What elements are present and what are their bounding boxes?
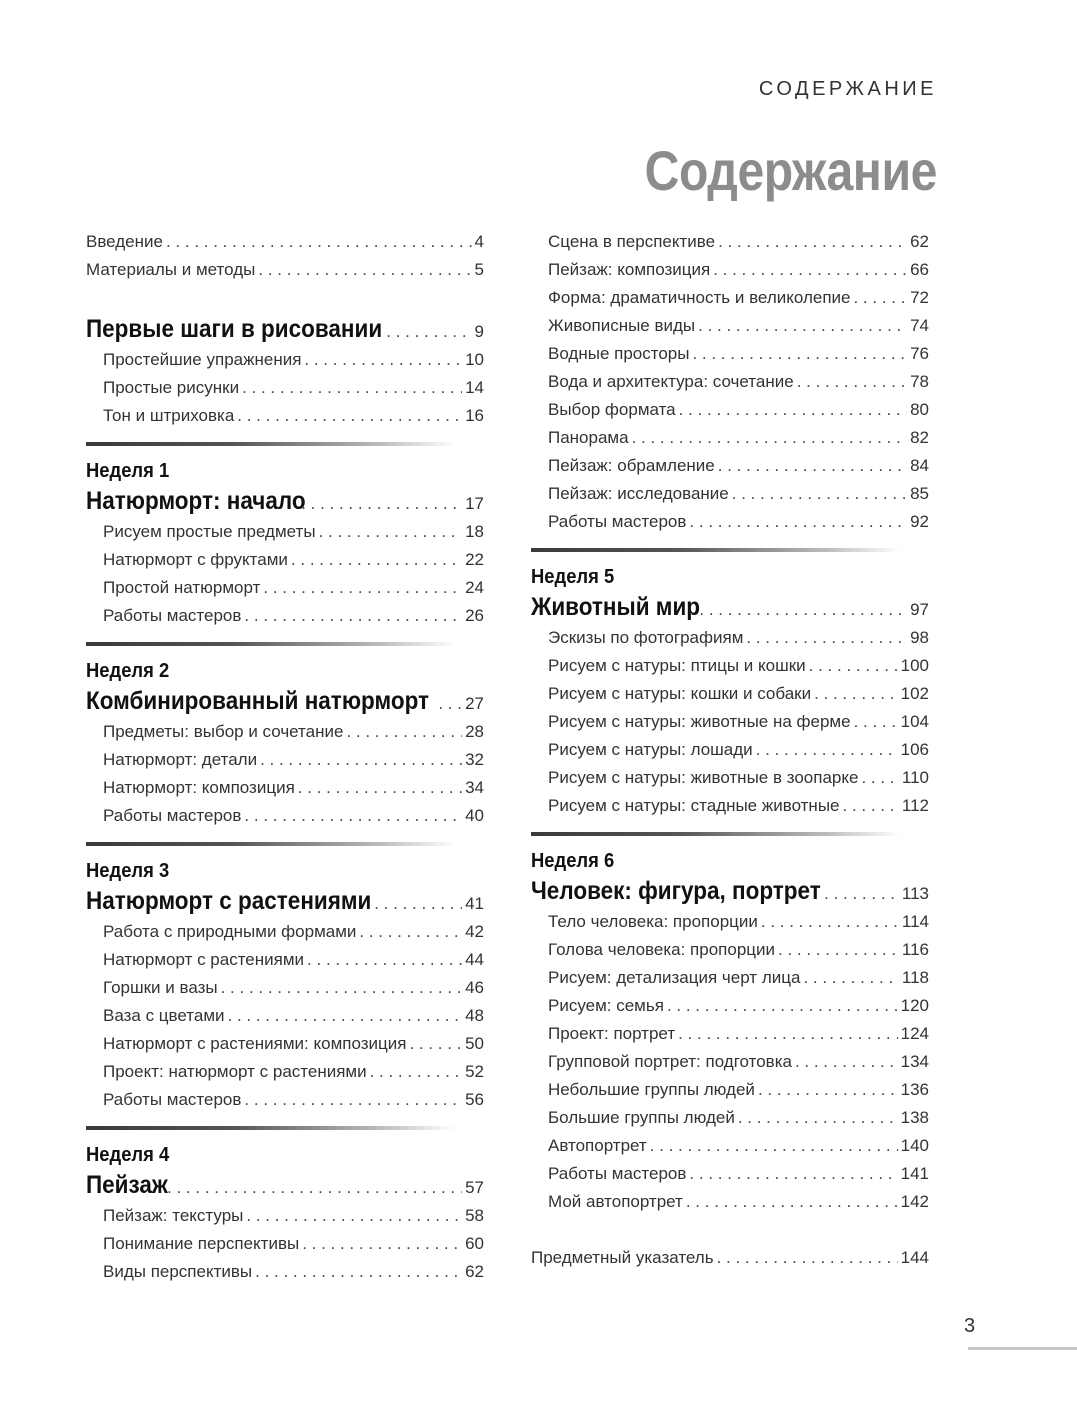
toc-entry[interactable]: Автопортрет . . . 140 bbox=[531, 1132, 929, 1160]
toc-entry[interactable]: Виды перспективы . . . 62 bbox=[86, 1258, 484, 1286]
week-label: Неделя 4 bbox=[86, 1144, 170, 1166]
toc-entry[interactable]: Пейзаж: исследование . . . 85 bbox=[531, 480, 929, 508]
section-divider bbox=[86, 642, 456, 646]
toc-entry[interactable]: Работа с природными формами . . . 42 bbox=[86, 918, 484, 946]
toc-entry[interactable]: Сцена в перспективе . . . 62 bbox=[531, 228, 929, 256]
week-label: Неделя 3 bbox=[86, 860, 170, 882]
toc-entry[interactable]: Введение . . . 4 bbox=[86, 228, 484, 256]
week-label: Неделя 2 bbox=[86, 660, 170, 682]
toc-entry[interactable]: Работы мастеров . . . 40 bbox=[86, 802, 484, 830]
toc-entry[interactable]: Простые рисунки . . . 14 bbox=[86, 374, 484, 402]
toc-entry[interactable]: Эскизы по фотографиям . . . 98 bbox=[531, 624, 929, 652]
toc-entry[interactable]: Рисуем с натуры: животные на ферме . . . 104 bbox=[531, 708, 929, 736]
toc-entry[interactable]: Форма: драматичность и великолепие . . . 72 bbox=[531, 284, 929, 312]
toc-entry[interactable]: Рисуем с натуры: стадные животные . . . 112 bbox=[531, 792, 929, 820]
toc-section-heading[interactable]: Человек: фигура, портрет . . . 113 bbox=[531, 874, 929, 908]
toc-entry[interactable]: Понимание перспективы . . . 60 bbox=[86, 1230, 484, 1258]
toc-entry[interactable]: Натюрморт с растениями . . . 44 bbox=[86, 946, 484, 974]
week-label: Неделя 1 bbox=[86, 460, 170, 482]
toc-entry[interactable]: Рисуем с натуры: животные в зоопарке . . . 110 bbox=[531, 764, 929, 792]
toc-entry[interactable]: Рисуем с натуры: птицы и кошки . . . 100 bbox=[531, 652, 929, 680]
toc-entry[interactable]: Выбор формата . . . 80 bbox=[531, 396, 929, 424]
page-title: Содержание bbox=[644, 139, 937, 202]
week-label: Неделя 6 bbox=[531, 850, 615, 872]
toc-entry[interactable]: Рисуем простые предметы . . . 18 bbox=[86, 518, 484, 546]
toc-entry[interactable]: Простейшие упражнения . . . 10 bbox=[86, 346, 484, 374]
toc-entry[interactable]: Рисуем: семья . . . 120 bbox=[531, 992, 929, 1020]
running-head: СОДЕРЖАНИЕ bbox=[758, 78, 937, 100]
toc-entry[interactable]: Горшки и вазы . . . 46 bbox=[86, 974, 484, 1002]
toc-entry[interactable]: Работы мастеров . . . 141 bbox=[531, 1160, 929, 1188]
toc-entry[interactable]: Голова человека: пропорции . . . 116 bbox=[531, 936, 929, 964]
toc-section-heading[interactable]: Натюрморт с растениями . . . 41 bbox=[86, 884, 484, 918]
toc-right-column bbox=[531, 228, 929, 1272]
toc-entry[interactable]: Работы мастеров . . . 92 bbox=[531, 508, 929, 536]
toc-entry[interactable]: Проект: портрет . . . 124 bbox=[531, 1020, 929, 1048]
toc-entry[interactable]: Ваза с цветами . . . 48 bbox=[86, 1002, 484, 1030]
toc-entry[interactable]: Простой натюрморт . . . 24 bbox=[86, 574, 484, 602]
toc-entry[interactable]: Рисуем: детализация черт лица . . . 118 bbox=[531, 964, 929, 992]
toc-entry-index[interactable]: Предметный указатель . . . 144 bbox=[531, 1244, 929, 1272]
section-divider bbox=[86, 1126, 456, 1130]
section-divider bbox=[86, 842, 456, 846]
toc-entry[interactable]: Тело человека: пропорции . . . 114 bbox=[531, 908, 929, 936]
toc-section-heading[interactable]: Натюрморт: начало . . . 17 bbox=[86, 484, 484, 518]
toc-entry[interactable]: Большие группы людей . . . 138 bbox=[531, 1104, 929, 1132]
toc-section-heading[interactable]: Животный мир . . . 97 bbox=[531, 590, 929, 624]
toc-entry[interactable]: Панорама . . . 82 bbox=[531, 424, 929, 452]
toc-entry[interactable]: Рисуем с натуры: кошки и собаки . . . 102 bbox=[531, 680, 929, 708]
toc-entry[interactable]: Пейзаж: текстуры . . . 58 bbox=[86, 1202, 484, 1230]
section-divider bbox=[86, 442, 456, 446]
toc-entry[interactable]: Проект: натюрморт с растениями . . . 52 bbox=[86, 1058, 484, 1086]
toc-entry[interactable]: Рисуем с натуры: лошади . . . 106 bbox=[531, 736, 929, 764]
section-divider bbox=[531, 548, 901, 552]
toc-entry[interactable]: Работы мастеров . . . 26 bbox=[86, 602, 484, 630]
toc-left-column bbox=[86, 228, 484, 1286]
toc-entry[interactable]: Мой автопортрет . . . 142 bbox=[531, 1188, 929, 1216]
toc-entry[interactable]: Натюрморт с фруктами . . . 22 bbox=[86, 546, 484, 574]
toc-entry[interactable]: Пейзаж: обрамление . . . 84 bbox=[531, 452, 929, 480]
toc-entry[interactable]: Небольшие группы людей . . . 136 bbox=[531, 1076, 929, 1104]
toc-entry[interactable]: Материалы и методы . . . 5 bbox=[86, 256, 484, 284]
toc-entry[interactable]: Работы мастеров . . . 56 bbox=[86, 1086, 484, 1114]
toc-entry[interactable]: Водные просторы . . . 76 bbox=[531, 340, 929, 368]
toc-entry[interactable]: Натюрморт: композиция . . . 34 bbox=[86, 774, 484, 802]
toc-entry[interactable]: Тон и штриховка . . . 16 bbox=[86, 402, 484, 430]
toc-section-heading[interactable]: Первые шаги в рисовании . . . 9 bbox=[86, 312, 484, 346]
toc-entry[interactable]: Пейзаж: композиция . . . 66 bbox=[531, 256, 929, 284]
toc-section-heading[interactable]: Пейзаж . . . 57 bbox=[86, 1168, 484, 1202]
toc-entry[interactable]: Предметы: выбор и сочетание . . . 28 bbox=[86, 718, 484, 746]
page-number: 3 bbox=[964, 1315, 976, 1337]
toc-entry[interactable]: Натюрморт с растениями: композиция . . . 50 bbox=[86, 1030, 484, 1058]
week-label: Неделя 5 bbox=[531, 566, 615, 588]
section-divider bbox=[531, 832, 901, 836]
toc-entry[interactable]: Живописные виды . . . 74 bbox=[531, 312, 929, 340]
toc-entry[interactable]: Групповой портрет: подготовка . . . 134 bbox=[531, 1048, 929, 1076]
toc-section-heading[interactable]: Комбинированный натюрморт . . . 27 bbox=[86, 684, 484, 718]
toc-entry[interactable]: Вода и архитектура: сочетание . . . 78 bbox=[531, 368, 929, 396]
page-number-rule bbox=[968, 1347, 1077, 1350]
toc-entry[interactable]: Натюрморт: детали . . . 32 bbox=[86, 746, 484, 774]
